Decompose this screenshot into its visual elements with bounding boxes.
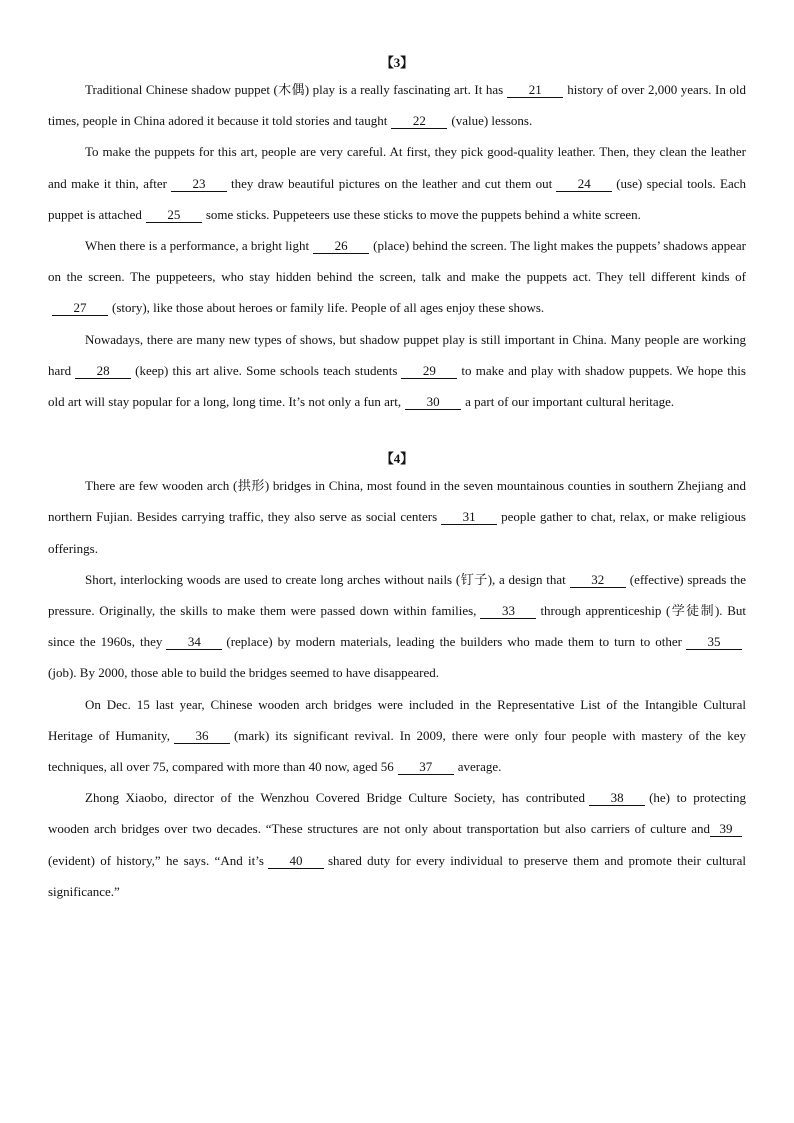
text: To make the puppets for this art, people are very careful. At first, they pick good-quality leather. Then, they clean the leather and make it thin, after xyxy=(48,144,746,191)
answer-blank-40[interactable]: 40 xyxy=(268,854,324,869)
text: (place) behind the screen. The light makes the puppets’ shadows appear on the screen. The puppeteers, who stay hidden behind the screen, talk and make the puppets act. They tell different kinds of xyxy=(48,238,746,285)
text: some sticks. Puppeteers use these sticks to move the puppets behind a white screen. xyxy=(205,206,641,222)
section-3-paragraph-1 xyxy=(48,74,746,136)
text: There are few wooden arch (拱形) bridges in China, most found in the seven mountainous counties in southern Zhejiang and northern Fujian. Besides carrying traffic, they also serve as social centers xyxy=(48,478,746,525)
text: a part of our important cultural heritage. xyxy=(465,394,675,410)
section-3-paragraph-2 xyxy=(48,136,746,230)
text: (replace) by modern materials, leading the builders who made them to turn to other xyxy=(226,634,682,650)
section-4-paragraph-3 xyxy=(48,689,746,783)
answer-blank-39[interactable]: 39 xyxy=(710,822,742,837)
answer-blank-33[interactable]: 33 xyxy=(480,604,536,619)
section-spacer xyxy=(48,417,746,448)
text: (use) special tools. Each puppet is attached xyxy=(48,175,747,222)
answer-blank-30[interactable]: 30 xyxy=(405,395,461,410)
worksheet-page xyxy=(48,52,746,907)
text: average. xyxy=(457,759,502,775)
answer-blank-24[interactable]: 24 xyxy=(556,177,612,192)
answer-blank-32[interactable]: 32 xyxy=(570,573,626,588)
text: to make and play with shadow puppets. We hope this old art will stay popular for a long, long time. It’s not only a fun art, xyxy=(48,362,746,410)
text: (keep) this art alive. Some schools teach students xyxy=(135,362,398,378)
answer-blank-26[interactable]: 26 xyxy=(313,239,369,254)
section-4-title: 【4】 xyxy=(380,451,414,467)
section-3-paragraph-3 xyxy=(48,230,746,324)
text: (he) to protecting wooden arch bridges over two decades. “These structures are not only about transportation but also carriers of culture and xyxy=(48,790,747,837)
text: through apprenticeship (学徒制). But since the 1960s, they xyxy=(48,603,747,650)
answer-blank-28[interactable]: 28 xyxy=(75,364,131,379)
text: Traditional Chinese shadow puppet (木偶) play is a really fascinating art. It has xyxy=(85,82,504,97)
section-4-paragraph-4 xyxy=(48,782,746,907)
answer-blank-38[interactable]: 38 xyxy=(589,791,645,806)
text: When there is a performance, a bright light xyxy=(85,238,310,254)
text: Nowadays, there are many new types of shows, but shadow puppet play is still important in China. Many people are working hard xyxy=(48,331,746,378)
text: (mark) its significant revival. In 2009, there were only four people with mastery of the key techniques, all over 75, compared with more than 40 now, aged 56 xyxy=(48,727,747,775)
answer-blank-31[interactable]: 31 xyxy=(441,510,497,525)
section-3-paragraph-4 xyxy=(48,324,746,418)
answer-blank-27[interactable]: 27 xyxy=(52,301,108,316)
answer-blank-29[interactable]: 29 xyxy=(401,364,457,379)
text: Zhong Xiaobo, director of the Wenzhou Covered Bridge Culture Society, has contributed xyxy=(85,790,586,806)
section-3-title: 【3】 xyxy=(380,55,414,70)
text: (effective) spreads the pressure. Originally, the skills to make them were passed down within families, xyxy=(48,571,746,619)
answer-blank-21[interactable]: 21 xyxy=(507,83,563,98)
text: (story), like those about heroes or family life. People of all ages enjoy these shows. xyxy=(112,300,545,316)
answer-blank-35[interactable]: 35 xyxy=(686,635,742,650)
text: history of over 2,000 years. In old times, people in China adored it because it told stories and taught xyxy=(48,82,746,129)
section-4-paragraph-1 xyxy=(48,470,746,564)
answer-blank-22[interactable]: 22 xyxy=(391,114,447,129)
answer-blank-23[interactable]: 23 xyxy=(171,177,227,192)
answer-blank-37[interactable]: 37 xyxy=(398,760,454,775)
text: they draw beautiful pictures on the leather and cut them out xyxy=(231,175,553,191)
text: (job). By 2000, those able to build the bridges seemed to have disappeared. xyxy=(48,665,439,681)
text: (value) lessons. xyxy=(451,113,533,129)
answer-blank-36[interactable]: 36 xyxy=(174,729,230,744)
section-4-paragraph-2 xyxy=(48,564,746,689)
text: (evident) of history,” he says. “And it’s xyxy=(48,852,264,868)
text: On Dec. 15 last year, Chinese wooden arch bridges were included in the Representative List of the Intangible Cultural Heritage of Humanity, xyxy=(48,696,746,743)
text: shared duty for every individual to preserve them and promote their cultural significance.” xyxy=(48,852,747,899)
answer-blank-34[interactable]: 34 xyxy=(166,635,222,650)
answer-blank-25[interactable]: 25 xyxy=(146,208,202,223)
text: Short, interlocking woods are used to create long arches without nails (钉子), a design that xyxy=(85,571,566,587)
text: people gather to chat, relax, or make religious offerings. xyxy=(48,509,746,556)
